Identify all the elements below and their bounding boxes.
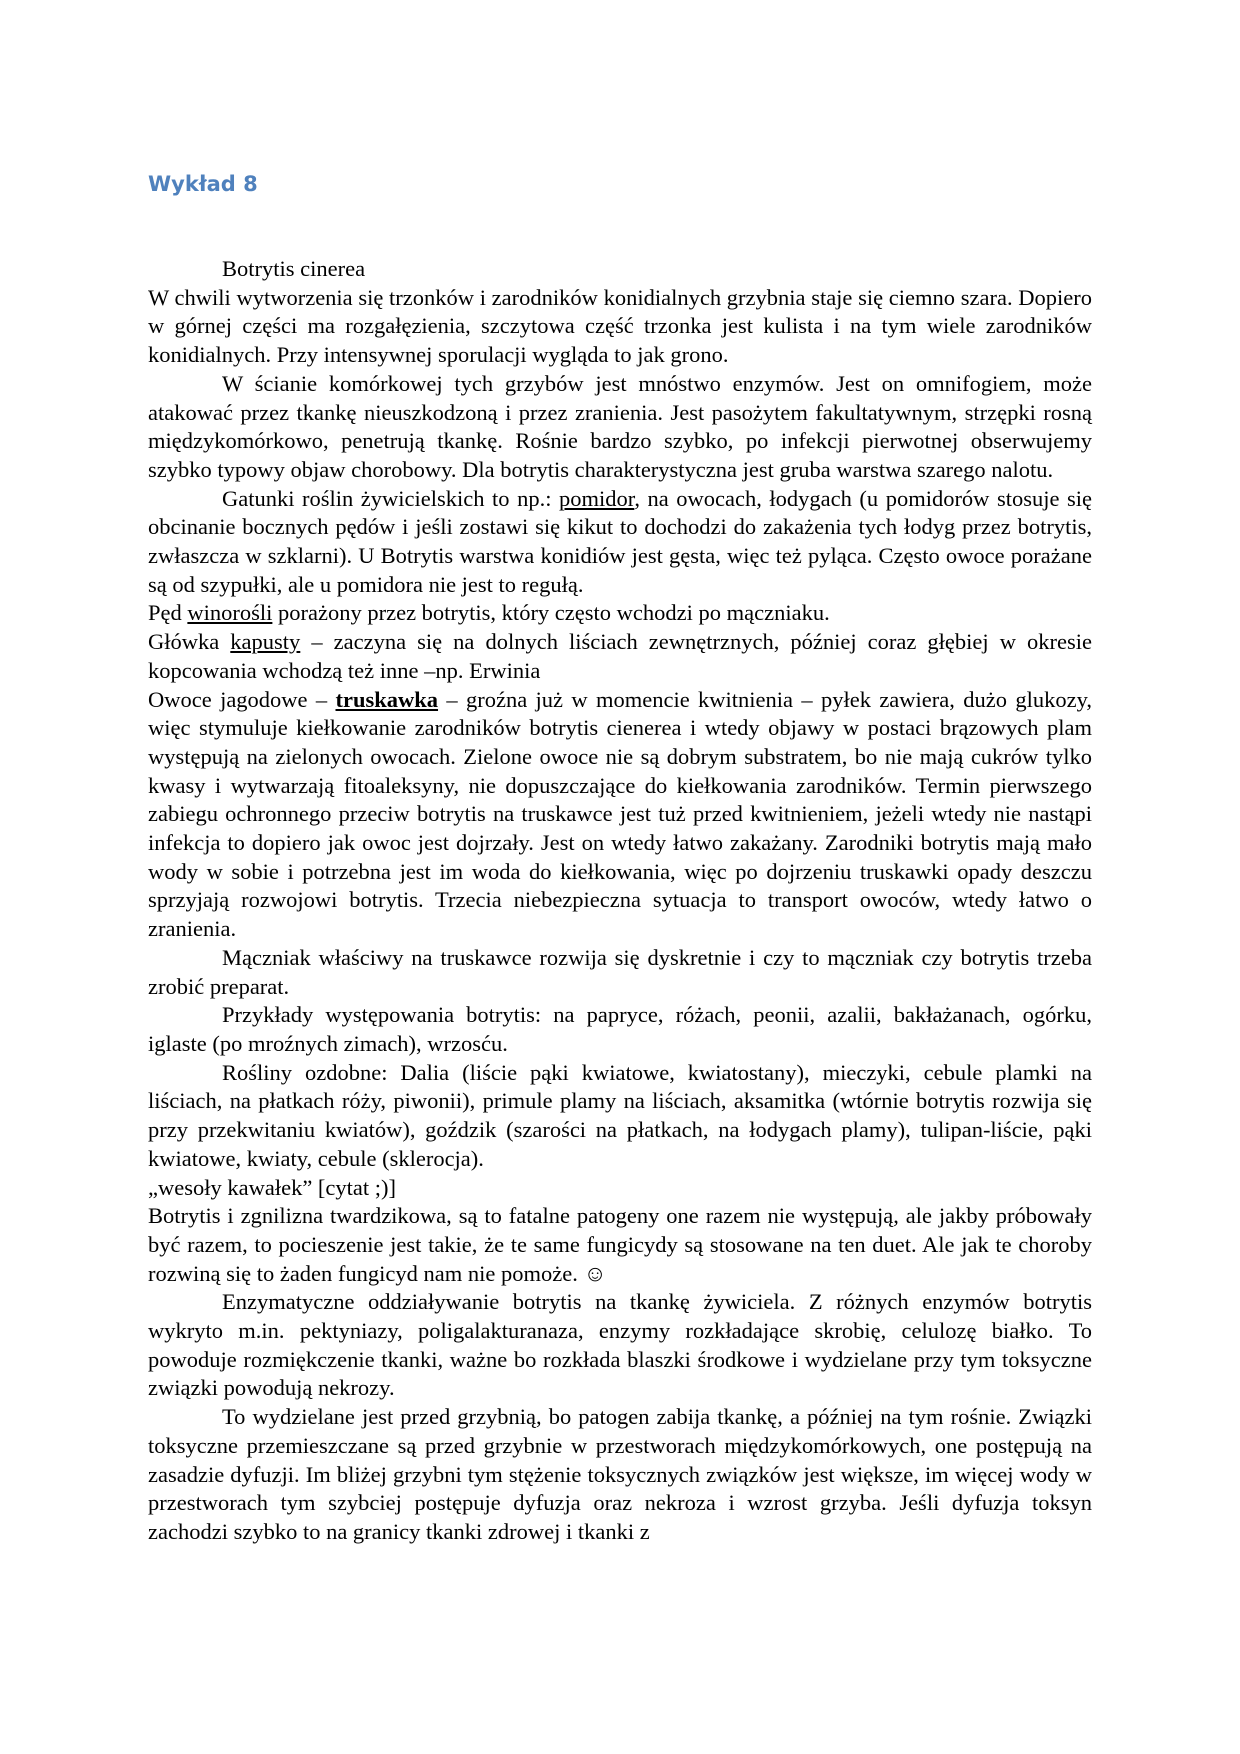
- paragraph-powdery-mildew: Mączniak właściwy na truskawce rozwija się dyskretnie i czy to mączniak czy botrytis trzeba zrobić preparat.: [148, 944, 1092, 999]
- underlined-term-grapevine: winorośli: [187, 600, 273, 626]
- text-segment: – groźna już w momencie kwitnienia – pyłek zawiera, dużo glukozy, więc stymuluje kiełkowanie zarodników botrytis cienerea i wtedy objawy w postaci brązowych plam występują na zielonych owocach. Zielone owoce nie są dobrym substratem, bo nie mają cukrów tylko kwasy i wytwarzają fitoaleksyny, nie dopuszczające do kiełkowania zarodników. Termin pierwszego zabiegu ochronnego przeciw botrytis na truskawce jest tuż przed kwitnieniem, jeżeli wtedy nie nastąpi infekcja to dopiero jak owoc jest dojrzały. Jest on wtedy łatwo zakażany. Zarodniki botrytis mają mało wody w sobie i potrzebna jest im woda do kiełkowania, więc po dojrzeniu truskawki opady deszczu sprzyjają rozwojowi botrytis. Trzecia niebezpieczna sytuacja to transport owoców, wtedy łatwo o zranienia.: [148, 686, 1092, 942]
- paragraph-toxins: To wydzielane jest przed grzybnią, bo patogen zabija tkankę, a później na tym rośnie. Związki toksyczne przemieszczane są przed grzybnie w przestworach międzykomórkowych, one postępują na zasadzie dyfuzji. Im bliżej grzybni tym stężenie toksycznych związków jest większe, im więcej wody w przestworach tym szybciej postępuje dyfuzja oraz nekroza i wzrost grzyba. Jeśli dyfuzja toksyn zachodzi szybko to na granicy tkanki zdrowej i tkanki z: [148, 1404, 1092, 1544]
- paragraph-enzymatic-action: Enzymatyczne oddziaływanie botrytis na tkankę żywiciela. Z różnych enzymów botrytis wykryto m.in. pektyniazy, poligalakturanaza, enzymy rozkładające skrobię, celulozę białko. To powoduje rozmiękczenie tkanki, ważne bo rozkłada blaszki środkowe i wydzielane przy tym toksyczne związki powodują nekrozy.: [148, 1289, 1092, 1401]
- text-segment: Gatunki roślin żywicielskich to np.:: [222, 485, 559, 511]
- paragraph-sclerotinia: Botrytis i zgnilizna twardzikowa, są to fatalne patogeny one razem nie występują, ale jakby próbowały być razem, to pocieszenie jest takie, że te same fungicydy są stosowane na ten duet. Ale jak te choroby rozwiną się to żaden fungicyd nam nie pomoże. ☺: [148, 1203, 1092, 1286]
- paragraph-grapevine: [148, 599, 1092, 628]
- paragraph-quote: „wesoły kawałek” [cytat ;)]: [148, 1174, 397, 1200]
- text-segment: porażony przez botrytis, który często wchodzi po mączniaku.: [272, 600, 830, 626]
- underlined-term-strawberry: truskawka: [335, 686, 439, 712]
- section-title: Botrytis cinerea: [222, 256, 366, 281]
- paragraph-ornamentals: Rośliny ozdobne: Dalia (liście pąki kwiatowe, kwiatostany), mieczyki, cebule plamki na liściach, na płatkach róży, piwonii), primule plamy na liściach, aksamitka (wtórnie botrytis rozwija się przy przekwitaniu kwiatów), goździk (szarości na płatkach, na łodygach plamy), tulipan-liście, pąki kwiatowe, kwiaty, cebule (sklerocja).: [148, 1059, 1092, 1171]
- text-segment: , na owocach, łodygach (u pomidorów stosuje się obcinanie bocznych pędów i jeśli zostawi się kikut to dochodzi do zakażenia tych łodyg przez botrytis, zwłaszcza w szklarni). U Botrytis warstwa konidiów jest gęsta, więc też pyląca. Często owoce porażane są od szypułki, ale u pomidora nie jest to regułą.: [148, 485, 1092, 597]
- document-body: [148, 255, 1092, 1547]
- underlined-term-cabbage: kapusty: [230, 629, 301, 655]
- document-page: [148, 0, 1092, 1754]
- text-segment: – zaczyna się na dolnych liściach zewnętrznych, później coraz głębiej w okresie kopcowania wchodzą też inne –np. Erwinia: [148, 629, 1092, 683]
- text-segment: Główka: [148, 629, 231, 655]
- paragraph-conidia: W chwili wytworzenia się trzonków i zarodników konidialnych grzybnia staje się ciemno szara. Dopiero w górnej części ma rozgałęzienia, szczytowa część trzonka jest kulista i na tym wiele zarodników konidialnych. Przy intensywnej sporulacji wygląda to jak grono.: [148, 284, 1092, 368]
- text-segment: Owoce jagodowe –: [148, 686, 336, 712]
- paragraph-enzymes: W ścianie komórkowej tych grzybów jest mnóstwo enzymów. Jest on omnifogiem, może atakować przez tkankę nieuszkodzoną i przez zranienia. Jest pasożytem fakultatywnym, strzępki rosną międzykomórkowo, penetrują tkankę. Rośnie bardzo szybko, po infekcji pierwotnej obserwujemy szybko typowy objaw chorobowy. Dla botrytis charakterystyczna jest gruba warstwa szarego nalotu.: [148, 370, 1092, 482]
- paragraph-host-plants: [148, 485, 1092, 600]
- paragraph-cabbage: [148, 628, 1092, 685]
- lecture-heading: Wykład 8: [148, 172, 258, 196]
- underlined-term-tomato: pomidor: [559, 485, 635, 511]
- paragraph-strawberry: [148, 686, 1092, 944]
- paragraph-examples: Przykłady występowania botrytis: na papryce, różach, peonii, azalii, bakłażanach, ogórku, iglaste (po mroźnych zimach), wrzosću.: [148, 1002, 1092, 1056]
- text-segment: Pęd: [148, 600, 188, 626]
